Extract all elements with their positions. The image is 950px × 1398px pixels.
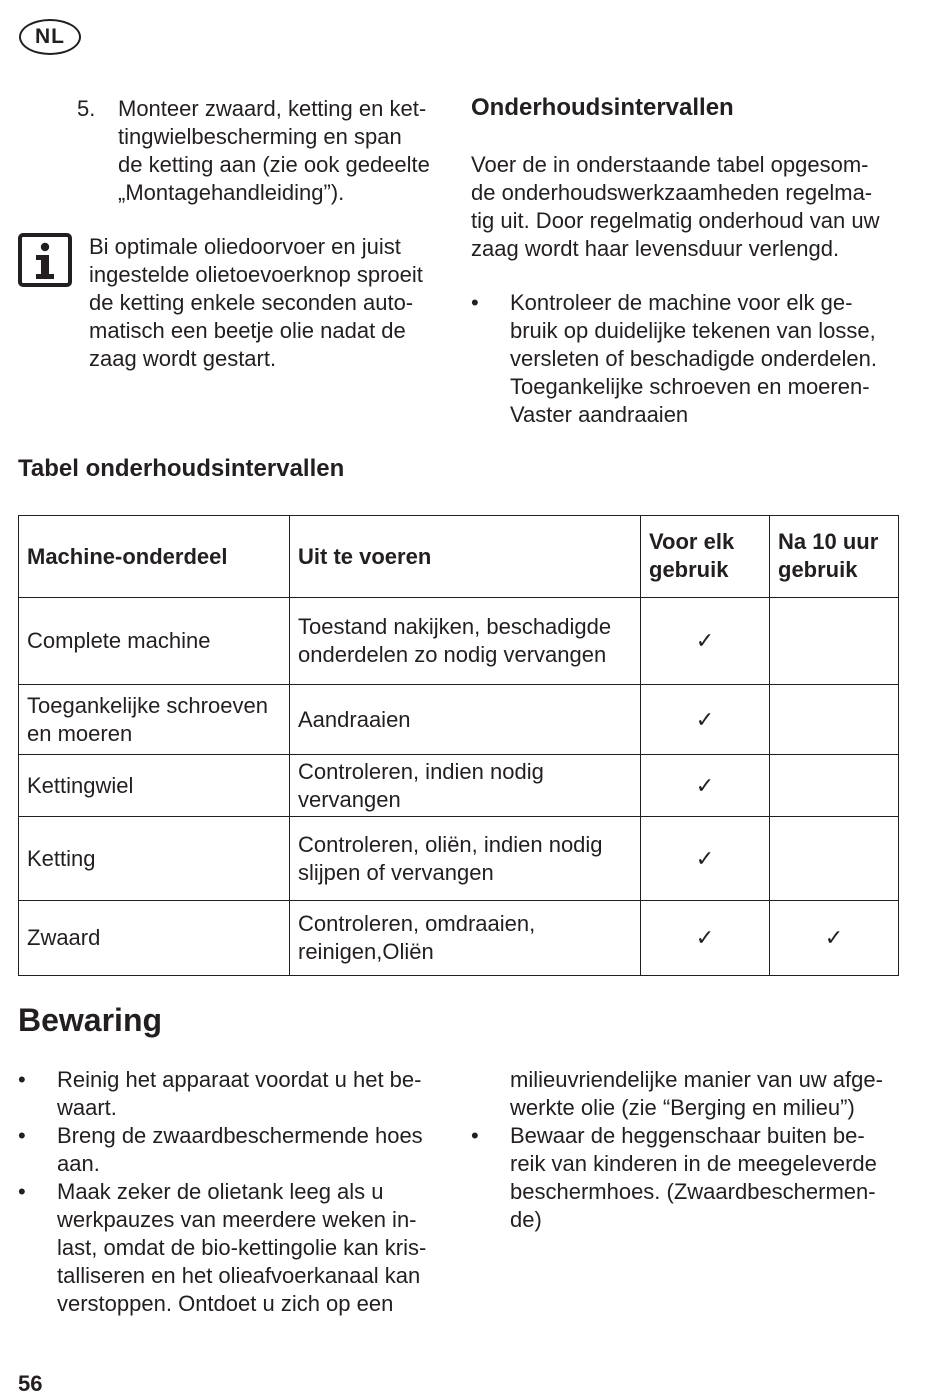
cell-part bbox=[19, 817, 290, 901]
info-line: Bi optimale oliedoorvoer en juist bbox=[89, 234, 401, 259]
cell-after-10-hours bbox=[770, 817, 899, 901]
check-mark: ✓ bbox=[695, 706, 715, 732]
table-row bbox=[19, 755, 899, 817]
cell-line: Controleren, indien nodig bbox=[298, 758, 544, 784]
cell-part bbox=[19, 755, 290, 817]
header-before-use bbox=[641, 516, 770, 598]
cell-line: Controleren, oliën, indien nodig bbox=[298, 831, 603, 857]
bullet-line: Toegankelijke schroeven en moeren- bbox=[510, 374, 870, 399]
cell-before-use bbox=[641, 598, 770, 685]
list-item-line: verstoppen. Ontdoet u zich op een bbox=[57, 1291, 394, 1316]
maintenance-heading: Onderhoudsintervallen bbox=[471, 94, 734, 121]
list-item-line: aan. bbox=[57, 1151, 100, 1176]
cell-after-10-hours bbox=[770, 755, 899, 817]
header-to-do: Uit te voeren bbox=[290, 516, 641, 598]
cell-action bbox=[290, 817, 641, 901]
list-item-line: Reinig het apparaat voordat u het be- bbox=[57, 1067, 422, 1092]
cell-line: Controleren, omdraaien, bbox=[298, 911, 536, 936]
header-line: Na 10 uur bbox=[778, 529, 879, 554]
table-row bbox=[19, 817, 899, 901]
list-item-line: milieuvriendelijke manier van uw afge- bbox=[510, 1067, 883, 1092]
cell-action bbox=[290, 755, 641, 817]
step-5-line: de ketting aan (zie ook gedeelte bbox=[118, 152, 430, 177]
info-line: zaag wordt gestart. bbox=[89, 346, 277, 371]
cell-before-use bbox=[641, 817, 770, 901]
bullet-line: Vaster aandraaien bbox=[510, 402, 689, 427]
cell-line: Zwaard bbox=[27, 925, 101, 950]
cell-after-10-hours bbox=[770, 598, 899, 685]
cell-action bbox=[290, 598, 641, 685]
cell-line: Ketting bbox=[27, 845, 96, 871]
bullet-marker: • bbox=[18, 1067, 26, 1092]
cell-part bbox=[19, 901, 290, 976]
step-number: 5. bbox=[77, 96, 96, 121]
page-number: 56 bbox=[18, 1371, 43, 1396]
list-item-line: Bewaar de heggenschaar buiten be- bbox=[510, 1123, 865, 1148]
cell-after-10-hours bbox=[770, 685, 899, 755]
storage-heading: Bewaring bbox=[18, 1002, 163, 1038]
header-line: gebruik bbox=[778, 557, 858, 582]
cell-part bbox=[19, 598, 290, 685]
cell-line: onderdelen zo nodig vervangen bbox=[298, 642, 607, 667]
bullet-line: bruik op duidelijke tekenen van losse, bbox=[510, 318, 876, 343]
step-5-line: Monteer zwaard, ketting en ket- bbox=[118, 96, 427, 121]
cell-line: Toegankelijke schroeven bbox=[27, 692, 268, 718]
info-note-text bbox=[89, 233, 423, 373]
maintenance-intro bbox=[471, 151, 879, 263]
table-heading: Tabel onderhoudsintervallen bbox=[18, 455, 345, 482]
list-item-line: talliseren en het olieafvoerkanaal kan bbox=[57, 1263, 421, 1288]
bullet-marker: • bbox=[18, 1123, 26, 1148]
cell-line: vervangen bbox=[298, 786, 401, 812]
table-header-row bbox=[19, 516, 899, 598]
header-after-10-hours bbox=[770, 516, 899, 598]
list-item-line: werkte olie (zie “Berging en milieu”) bbox=[510, 1095, 855, 1120]
cell-before-use bbox=[641, 685, 770, 755]
header-line: gebruik bbox=[649, 557, 729, 582]
check-mark: ✓ bbox=[695, 925, 715, 950]
cell-line: reinigen,Oliën bbox=[298, 939, 434, 964]
check-mark: ✓ bbox=[695, 628, 715, 653]
step-5-line: „Montagehandleiding”). bbox=[118, 180, 345, 205]
header-machine-part: Machine-onderdeel bbox=[19, 516, 290, 598]
bullet-marker: • bbox=[471, 290, 479, 315]
language-badge: NL bbox=[19, 19, 81, 55]
cell-part bbox=[19, 685, 290, 755]
maintenance-table bbox=[18, 515, 899, 976]
check-machine-bullet bbox=[510, 289, 877, 429]
cell-after-10-hours bbox=[770, 901, 899, 976]
table-row bbox=[19, 685, 899, 755]
intro-line: tig uit. Door regelmatig onderhoud van uw bbox=[471, 208, 880, 233]
bullet-line: versleten of beschadigde onderdelen. bbox=[510, 346, 877, 371]
info-line: matisch een beetje olie nadat de bbox=[89, 318, 406, 343]
cell-line: Complete machine bbox=[27, 628, 211, 653]
intro-line: zaag wordt haar levensduur verlengd. bbox=[471, 236, 840, 261]
table-row bbox=[19, 598, 899, 685]
check-mark: ✓ bbox=[695, 845, 715, 871]
bullet-line: Kontroleer de machine voor elk ge- bbox=[510, 290, 853, 315]
list-item-line: Breng de zwaardbeschermende hoes bbox=[57, 1123, 423, 1148]
check-mark: ✓ bbox=[695, 772, 715, 798]
cell-action bbox=[290, 901, 641, 976]
storage-left-list bbox=[57, 1066, 426, 1318]
info-icon bbox=[18, 233, 72, 287]
step-5-text bbox=[118, 95, 430, 207]
info-line: de ketting enkele seconden auto- bbox=[89, 290, 414, 315]
cell-line: Kettingwiel bbox=[27, 772, 134, 798]
bullet-marker: • bbox=[471, 1123, 479, 1148]
cell-action bbox=[290, 685, 641, 755]
header-line: Voor elk bbox=[649, 529, 735, 554]
cell-line: en moeren bbox=[27, 720, 133, 746]
storage-right-item bbox=[510, 1122, 877, 1234]
cell-line: Aandraaien bbox=[298, 706, 411, 732]
storage-right-continuation bbox=[510, 1066, 883, 1122]
bullet-marker: • bbox=[18, 1179, 26, 1204]
table-row bbox=[19, 901, 899, 976]
list-item-line: reik van kinderen in de meegeleverde bbox=[510, 1151, 877, 1176]
list-item-line: Maak zeker de olietank leeg als u bbox=[57, 1179, 384, 1204]
info-line: ingestelde olietoevoerknop sproeit bbox=[89, 262, 423, 287]
cell-before-use bbox=[641, 755, 770, 817]
cell-line: slijpen of vervangen bbox=[298, 859, 494, 885]
list-item-line: werkpauzes van meerdere weken in- bbox=[57, 1207, 417, 1232]
step-5-line: tingwielbescherming en span bbox=[118, 124, 402, 149]
list-item-line: de) bbox=[510, 1207, 542, 1232]
list-item-line: last, omdat de bio-kettingolie kan kris- bbox=[57, 1235, 427, 1260]
check-mark: ✓ bbox=[824, 925, 844, 950]
cell-line: Toestand nakijken, beschadigde bbox=[298, 614, 612, 639]
cell-before-use bbox=[641, 901, 770, 976]
list-item-line: beschermhoes. (Zwaardbeschermen- bbox=[510, 1179, 876, 1204]
intro-line: de onderhoudswerkzaamheden regelma- bbox=[471, 180, 873, 205]
list-item-line: waart. bbox=[57, 1095, 117, 1120]
intro-line: Voer de in onderstaande tabel opgesom- bbox=[471, 152, 869, 177]
